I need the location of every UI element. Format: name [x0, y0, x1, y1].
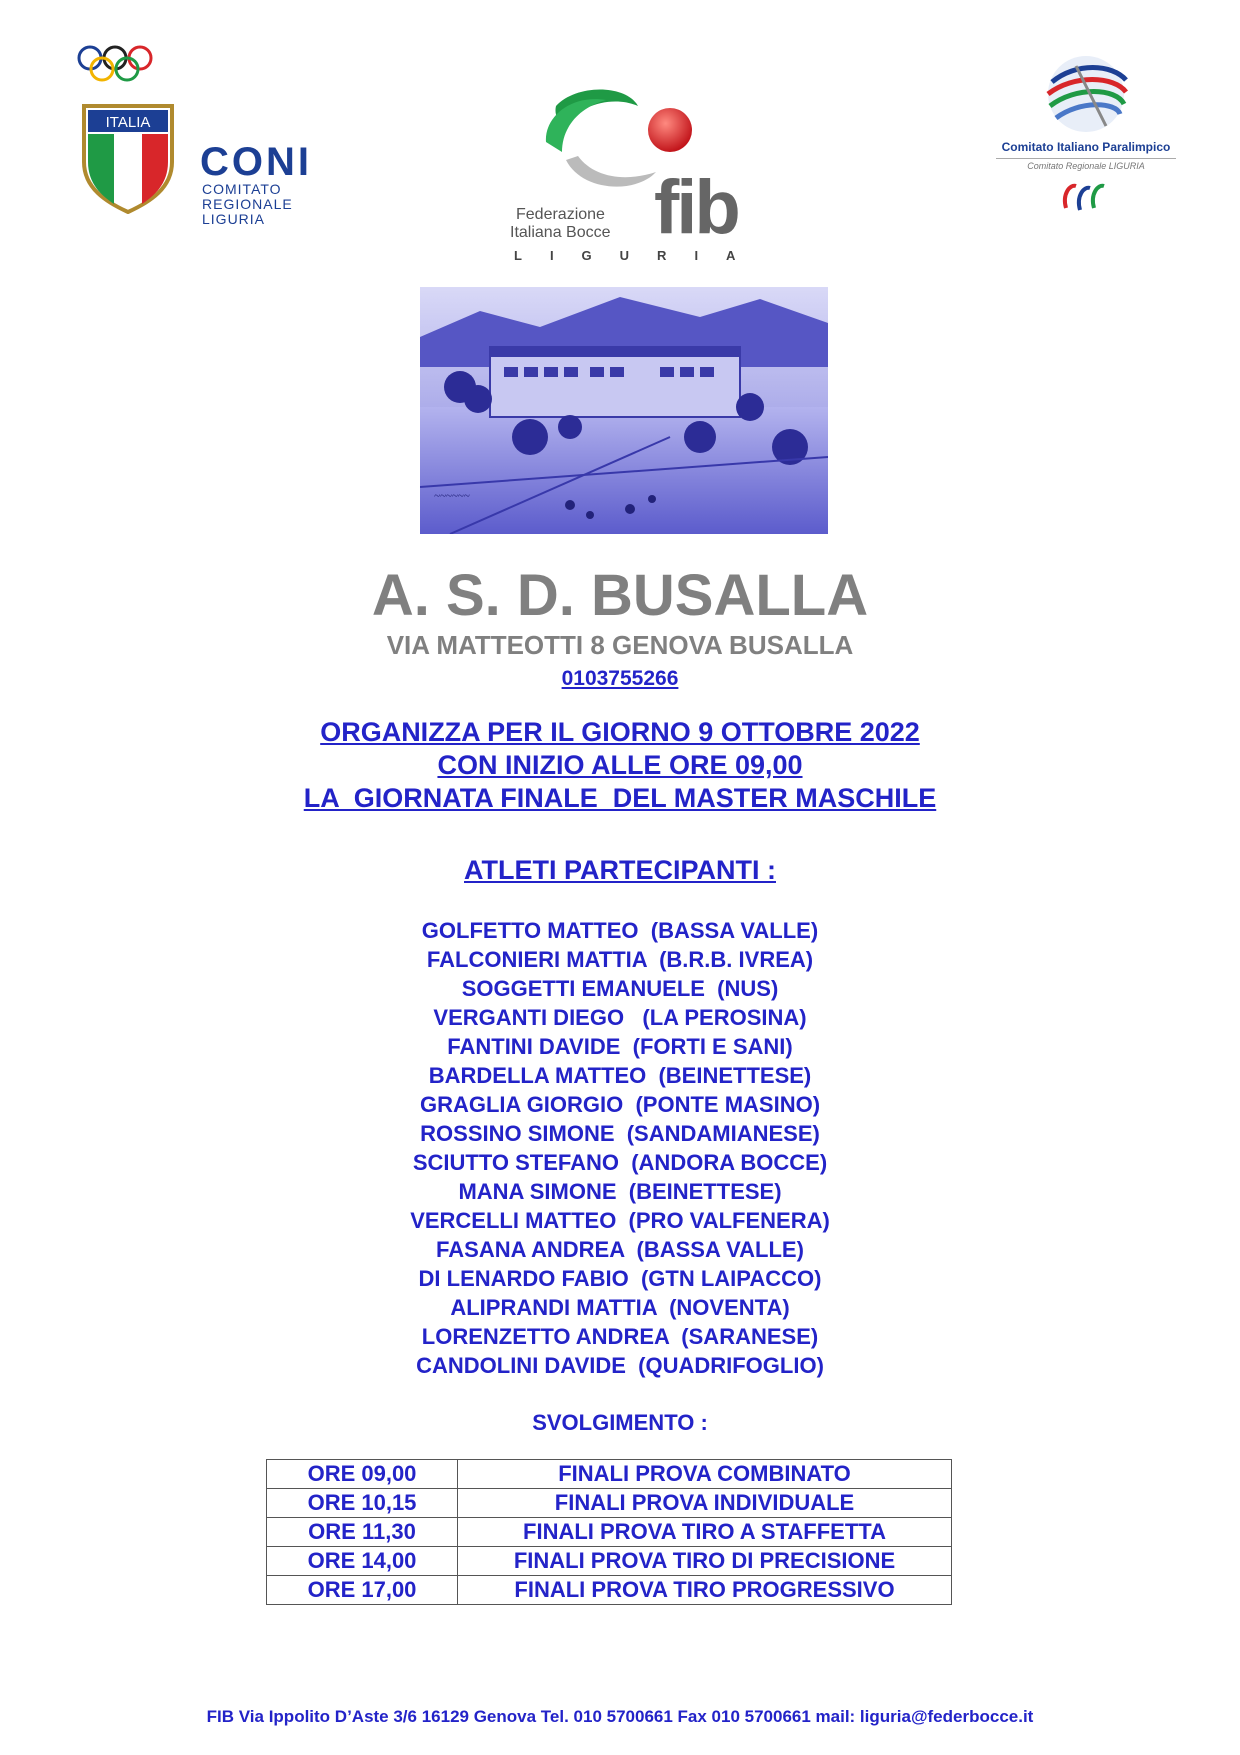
athletes-title: ATLETI PARTECIPANTI : — [464, 855, 776, 885]
footer-contact: FIB Via Ippolito D’Aste 3/6 16129 Genova Tel. 010 5700661 Fax 010 5700661 mail: liguria@federbocce.it — [206, 1707, 1034, 1726]
athlete-item: GRAGLIA GIORGIO (PONTE MASINO) — [419, 1092, 821, 1117]
svg-text:~~~~~~: ~~~~~~ — [434, 490, 470, 502]
cip-subtitle: Comitato Regionale LIGURIA — [996, 158, 1176, 171]
olympic-rings-icon — [72, 44, 187, 84]
schedule-time: ORE 11,30 — [267, 1518, 458, 1547]
athlete-item: SOGGETTI EMANUELE (NUS) — [461, 976, 779, 1001]
schedule-time: ORE 09,00 — [267, 1460, 458, 1489]
schedule-time: ORE 10,15 — [267, 1489, 458, 1518]
club-name: A. S. D. BUSALLA — [371, 563, 869, 628]
coni-sub-2: REGIONALE — [202, 196, 293, 212]
athlete-item: CANDOLINI DAVIDE (QUADRIFOGLIO) — [416, 1353, 824, 1378]
schedule-event: FINALI PROVA COMBINATO — [458, 1460, 952, 1489]
table-row — [267, 1547, 952, 1576]
table-row — [267, 1518, 952, 1547]
fib-federation-line-2: Italiana Bocce — [510, 224, 611, 241]
coni-sub-3: LIGURIA — [202, 211, 266, 227]
italia-shield-icon — [80, 102, 176, 214]
schedule-time: ORE 14,00 — [267, 1547, 458, 1576]
fib-logo — [486, 82, 776, 272]
schedule-event: FINALI PROVA TIRO A STAFFETTA — [458, 1518, 952, 1547]
coni-wordmark: CONI — [200, 140, 312, 184]
athlete-item: VERCELLI MATTEO (PRO VALFENERA) — [410, 1208, 830, 1233]
table-row — [267, 1460, 952, 1489]
athlete-item: FANTINI DAVIDE (FORTI E SANI) — [447, 1034, 793, 1059]
coni-logo — [72, 44, 342, 227]
athlete-item: FASANA ANDREA (BASSA VALLE) — [436, 1237, 804, 1262]
schedule-time: ORE 17,00 — [267, 1576, 458, 1605]
athlete-item: GOLFETTO MATTEO (BASSA VALLE) — [421, 918, 819, 943]
athlete-item: DI LENARDO FABIO (GTN LAIPACCO) — [418, 1266, 822, 1291]
fib-federation-line-1: Federazione — [516, 206, 605, 223]
announcement-line-3: LA GIORNATA FINALE DEL MASTER MASCHILE — [303, 783, 937, 813]
athlete-item: LORENZETTO ANDREA (SARANESE) — [421, 1324, 819, 1349]
athlete-item: SCIUTTO STEFANO (ANDORA BOCCE) — [412, 1150, 828, 1175]
schedule-event: FINALI PROVA TIRO PROGRESSIVO — [458, 1576, 952, 1605]
cip-globe-icon — [1036, 52, 1136, 136]
schedule-event: FINALI PROVA INDIVIDUALE — [458, 1489, 952, 1518]
schedule-event: FINALI PROVA TIRO DI PRECISIONE — [458, 1547, 952, 1576]
announcement-line-1: ORGANIZZA PER IL GIORNO 9 OTTOBRE 2022 — [320, 717, 920, 747]
table-row — [267, 1489, 952, 1518]
athlete-item: ROSSINO SIMONE (SANDAMIANESE) — [420, 1121, 820, 1146]
athletes-list — [0, 916, 1240, 1380]
athlete-item: VERGANTI DIEGO (LA PEROSINA) — [433, 1005, 807, 1030]
cip-logo — [996, 52, 1176, 222]
club-address: VIA MATTEOTTI 8 GENOVA BUSALLA — [386, 630, 854, 660]
fib-wordmark: fib — [654, 165, 738, 250]
schedule-title: SVOLGIMENTO : — [532, 1410, 708, 1435]
fib-region: LIGURIA — [514, 248, 764, 263]
table-row — [267, 1576, 952, 1605]
athlete-item: ALIPRANDI MATTIA (NOVENTA) — [450, 1295, 790, 1320]
athlete-item: MANA SIMONE (BEINETTESE) — [458, 1179, 782, 1204]
svg-text:ITALIA: ITALIA — [105, 114, 151, 131]
coni-sub-1: COMITATO — [202, 181, 282, 197]
athlete-item: BARDELLA MATTEO (BEINETTESE) — [428, 1063, 812, 1088]
agitos-icon — [1060, 180, 1112, 214]
venue-photo — [420, 287, 828, 534]
cip-title: Comitato Italiano Paralimpico — [1001, 140, 1171, 154]
athlete-item: FALCONIERI MATTIA (B.R.B. IVREA) — [426, 947, 814, 972]
announcement-line-2: CON INIZIO ALLE ORE 09,00 — [437, 750, 803, 780]
club-phone[interactable]: 0103755266 — [561, 667, 679, 690]
schedule-table — [266, 1459, 952, 1605]
